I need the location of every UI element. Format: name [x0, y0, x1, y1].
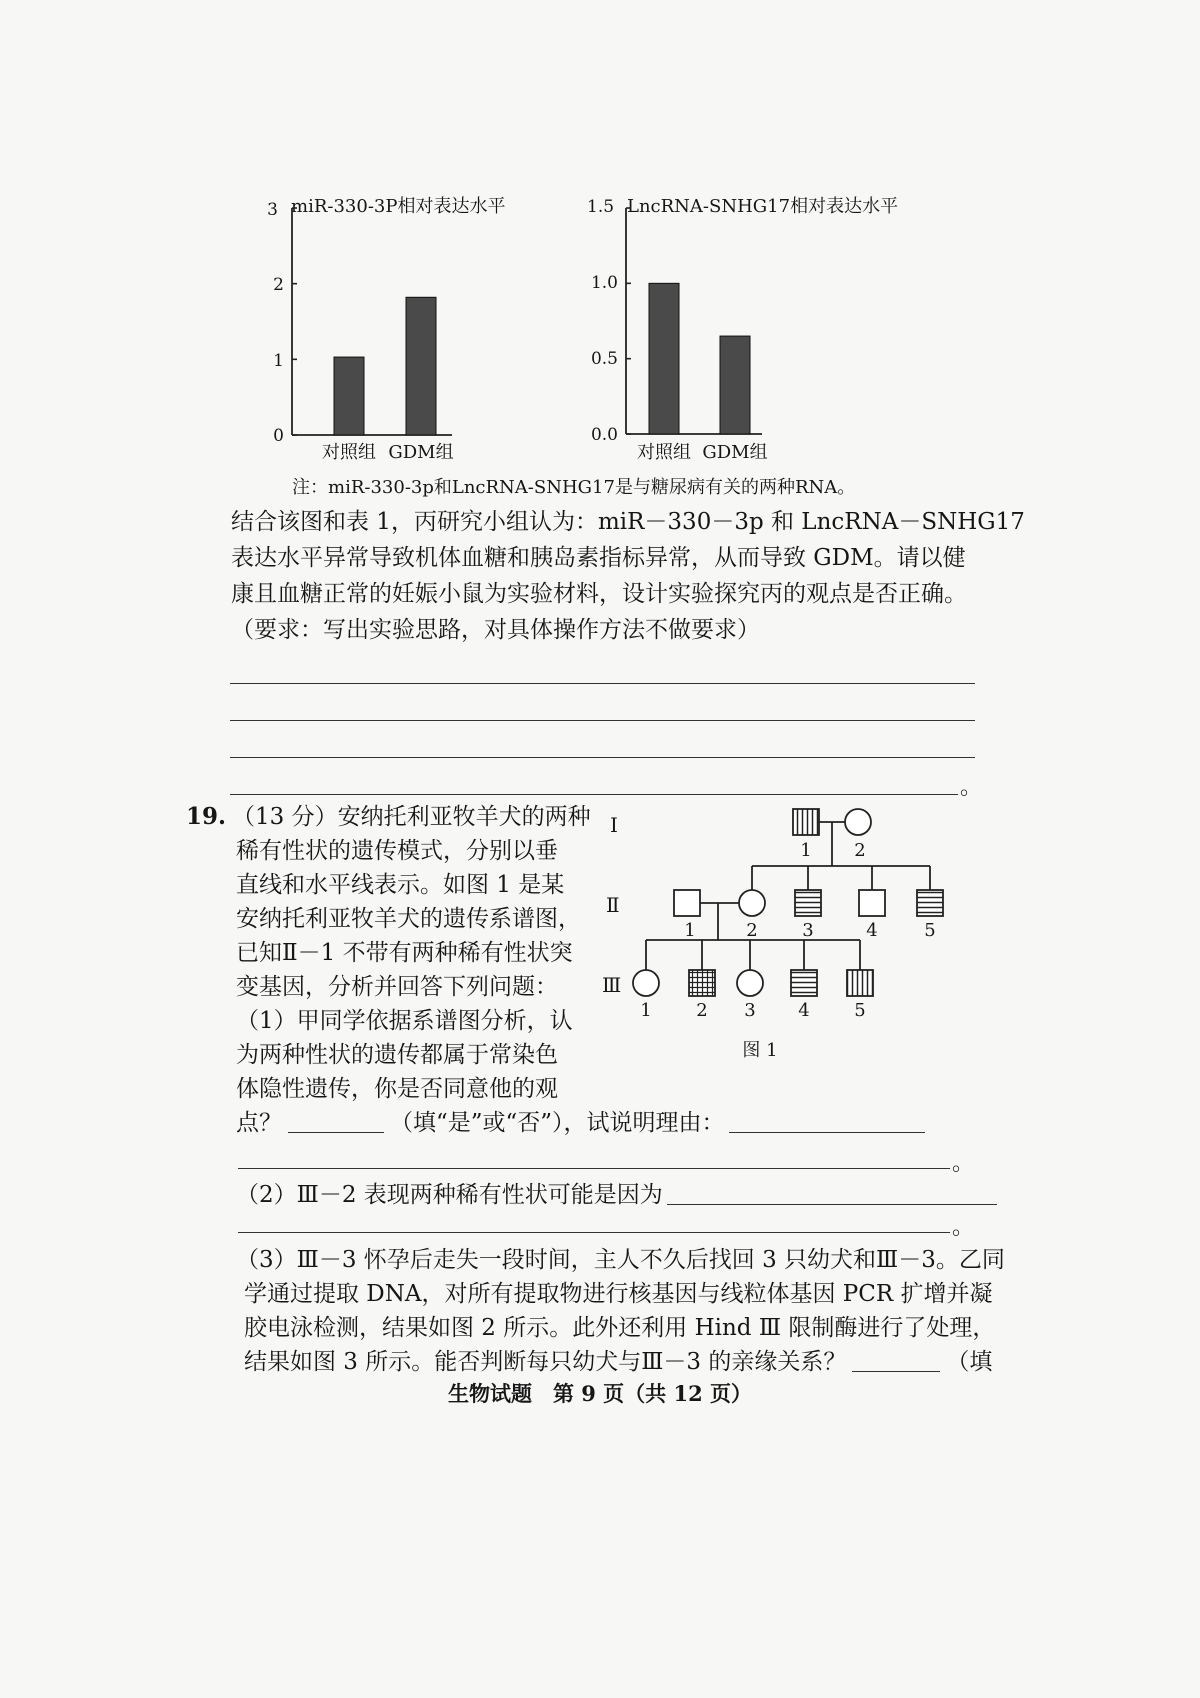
q18-line-2: 表达水平异常导致机体血糖和胰岛素指标异常，从而导致 GDM。请以健 — [231, 545, 966, 571]
chart-note: 注：miR-330-3p和LncRNA-SNHG17是与糖尿病有关的两种RNA。 — [292, 477, 856, 498]
pedigree-I-2-num: 2 — [854, 840, 866, 861]
pedigree-II-4-num: 4 — [866, 920, 878, 941]
pedigree-II-1-num: 1 — [684, 920, 696, 941]
chart1-ytick-0: 0 — [273, 426, 284, 446]
q19-p1-last-a: 点？ — [236, 1110, 282, 1136]
pedigree-III-3-num: 3 — [744, 1000, 756, 1021]
pedigree-II-2-num: 2 — [746, 920, 758, 941]
chart1-ytick-1: 1 — [273, 351, 284, 371]
q19-p1-reason-blank[interactable] — [729, 1110, 925, 1133]
pedigree-III-2-num: 2 — [696, 1000, 708, 1021]
page-footer: 生物试题 第 9 页（共 12 页） — [447, 1381, 753, 1406]
q18-end-mark: 。 — [960, 775, 983, 800]
chart2-ytick-0.0: 0.0 — [590, 425, 618, 445]
chart1-ytick-3: 3 — [267, 200, 278, 220]
q19-intro-4: 安纳托利亚牧羊犬的遗传系谱图， — [236, 906, 581, 932]
q19-intro-5: 已知Ⅱ－1 不带有两种稀有性状突 — [236, 940, 573, 966]
pedigree-III-5-male-vertical — [847, 970, 873, 996]
q19-p1-end-mark: 。 — [952, 1151, 975, 1176]
pedigree-II-3-male-horizontal — [795, 890, 821, 916]
pedigree-gen-label-I: Ⅰ — [610, 813, 618, 837]
pedigree-III-1-female — [633, 970, 659, 996]
q19-p3-tail: （填 — [946, 1349, 993, 1375]
chart2-xlabel-control: 对照组 — [637, 442, 691, 463]
pedigree-gen-label-III: Ⅲ — [602, 973, 622, 997]
pedigree-I-1-male-vertical — [793, 809, 819, 835]
pedigree-III-1-num: 1 — [640, 1000, 652, 1021]
q19-p1-line-2: 为两种性状的遗传都属于常染色 — [236, 1042, 558, 1068]
q19-intro-1: （13 分）安纳托利亚牧羊犬的两种 — [232, 804, 591, 830]
chart2-bars — [649, 283, 750, 434]
q19-p1-answer-line[interactable] — [238, 1168, 950, 1169]
q19-p2-text: （2）Ⅲ－2 表现两种稀有性状可能是因为 — [236, 1182, 663, 1208]
chart1-xlabel-control: 对照组 — [322, 442, 376, 463]
q19-p1-yesno-blank[interactable] — [288, 1110, 384, 1133]
pedigree-II-3-num: 3 — [802, 920, 814, 941]
chart2-xlabel-gdm: GDM组 — [702, 442, 768, 463]
q18-answer-line-3[interactable] — [230, 757, 975, 758]
pedigree-II-5-male-horizontal — [917, 890, 943, 916]
pedigree-II-1-male — [674, 890, 700, 916]
pedigree-III-3-female — [737, 970, 763, 996]
q19-p2-end-mark: 。 — [952, 1215, 975, 1240]
chart2-ytick-1.0: 1.0 — [590, 273, 618, 293]
q19-p3-line-3: 胶电泳检测，结果如图 2 所示。此外还利用 Hind Ⅲ 限制酶进行了处理， — [244, 1315, 996, 1341]
q18-answer-line-1[interactable] — [230, 683, 975, 684]
q19-p3-line-1: （3）Ⅲ－3 怀孕后走失一段时间，主人不久后找回 3 只幼犬和Ⅲ－3。乙同 — [236, 1247, 1005, 1273]
q19-p1-last — [236, 1106, 925, 1140]
q19-p3-blank[interactable] — [852, 1349, 940, 1372]
q19-intro-6: 变基因，分析并回答下列问题： — [236, 974, 558, 1000]
pedigree-II-5-num: 5 — [924, 920, 936, 941]
pedigree-caption: 图 1 — [742, 1040, 778, 1061]
q19-p1-line-1: （1）甲同学依据系谱图分析，认 — [236, 1008, 573, 1034]
chart2-ytick-0.5: 0.5 — [590, 349, 618, 369]
chart2-bar-control — [649, 283, 679, 434]
q19-p3-line-4 — [244, 1345, 992, 1379]
chart1-bars — [334, 297, 436, 435]
q18-line-4: （要求：写出实验思路，对具体操作方法不做要求） — [231, 617, 760, 643]
q19-intro-2: 稀有性状的遗传模式，分别以垂 — [236, 838, 558, 864]
q19-p1-last-b: （填“是”或“否”），试说明理由： — [390, 1110, 725, 1136]
q19-p2 — [236, 1178, 997, 1212]
q18-answer-line-2[interactable] — [230, 720, 975, 721]
chart1-ytick-2: 2 — [273, 275, 284, 295]
chart1-bar-control — [334, 357, 364, 435]
pedigree-III-2-male-grid — [689, 970, 715, 996]
chart2-bar-gdm — [720, 336, 750, 434]
pedigree-III-4-male-horizontal — [791, 970, 817, 996]
chart2-ytick-1.5: 1.5 — [587, 197, 615, 217]
q19-p2-blank[interactable] — [667, 1182, 997, 1205]
q19-p1-line-3: 体隐性遗传，你是否同意他的观 — [236, 1076, 558, 1102]
chart2-title: LncRNA-SNHG17相对表达水平 — [627, 196, 899, 217]
pedigree-III-4-num: 4 — [798, 1000, 810, 1021]
pedigree-I-1-num: 1 — [800, 840, 812, 861]
q19-p3-line-4-text: 结果如图 3 所示。能否判断每只幼犬与Ⅲ－3 的亲缘关系？ — [244, 1349, 847, 1375]
q19-p3-line-2: 学通过提取 DNA，对所有提取物进行核基因与线粒体基因 PCR 扩增并凝 — [244, 1281, 993, 1307]
chart-lncrna-snhg17 — [587, 196, 898, 463]
pedigree-II-4-male — [859, 890, 885, 916]
pedigree-II-2-female — [739, 890, 765, 916]
pedigree-I-2-female — [845, 809, 871, 835]
chart1-bar-gdm — [406, 297, 436, 435]
q19-number: 19. — [186, 803, 227, 830]
chart1-title: miR-330-3P相对表达水平 — [291, 196, 506, 217]
bar-charts — [0, 0, 1200, 520]
pedigree-gen-label-II: Ⅱ — [606, 893, 620, 917]
pedigree-III-5-num: 5 — [854, 1000, 866, 1021]
q18-line-1: 结合该图和表 1，丙研究小组认为：miR－330－3p 和 LncRNA－SNHG17 — [231, 509, 1025, 535]
q18-line-3: 康且血糖正常的妊娠小鼠为实验材料，设计实验探究丙的观点是否正确。 — [231, 581, 967, 607]
chart1-xlabel-gdm: GDM组 — [388, 442, 454, 463]
q19-intro-3: 直线和水平线表示。如图 1 是某 — [236, 872, 565, 898]
q19-p2-answer-line[interactable] — [238, 1232, 950, 1233]
pedigree-figure — [0, 790, 1200, 1090]
chart-mir-330-3p — [267, 196, 505, 463]
